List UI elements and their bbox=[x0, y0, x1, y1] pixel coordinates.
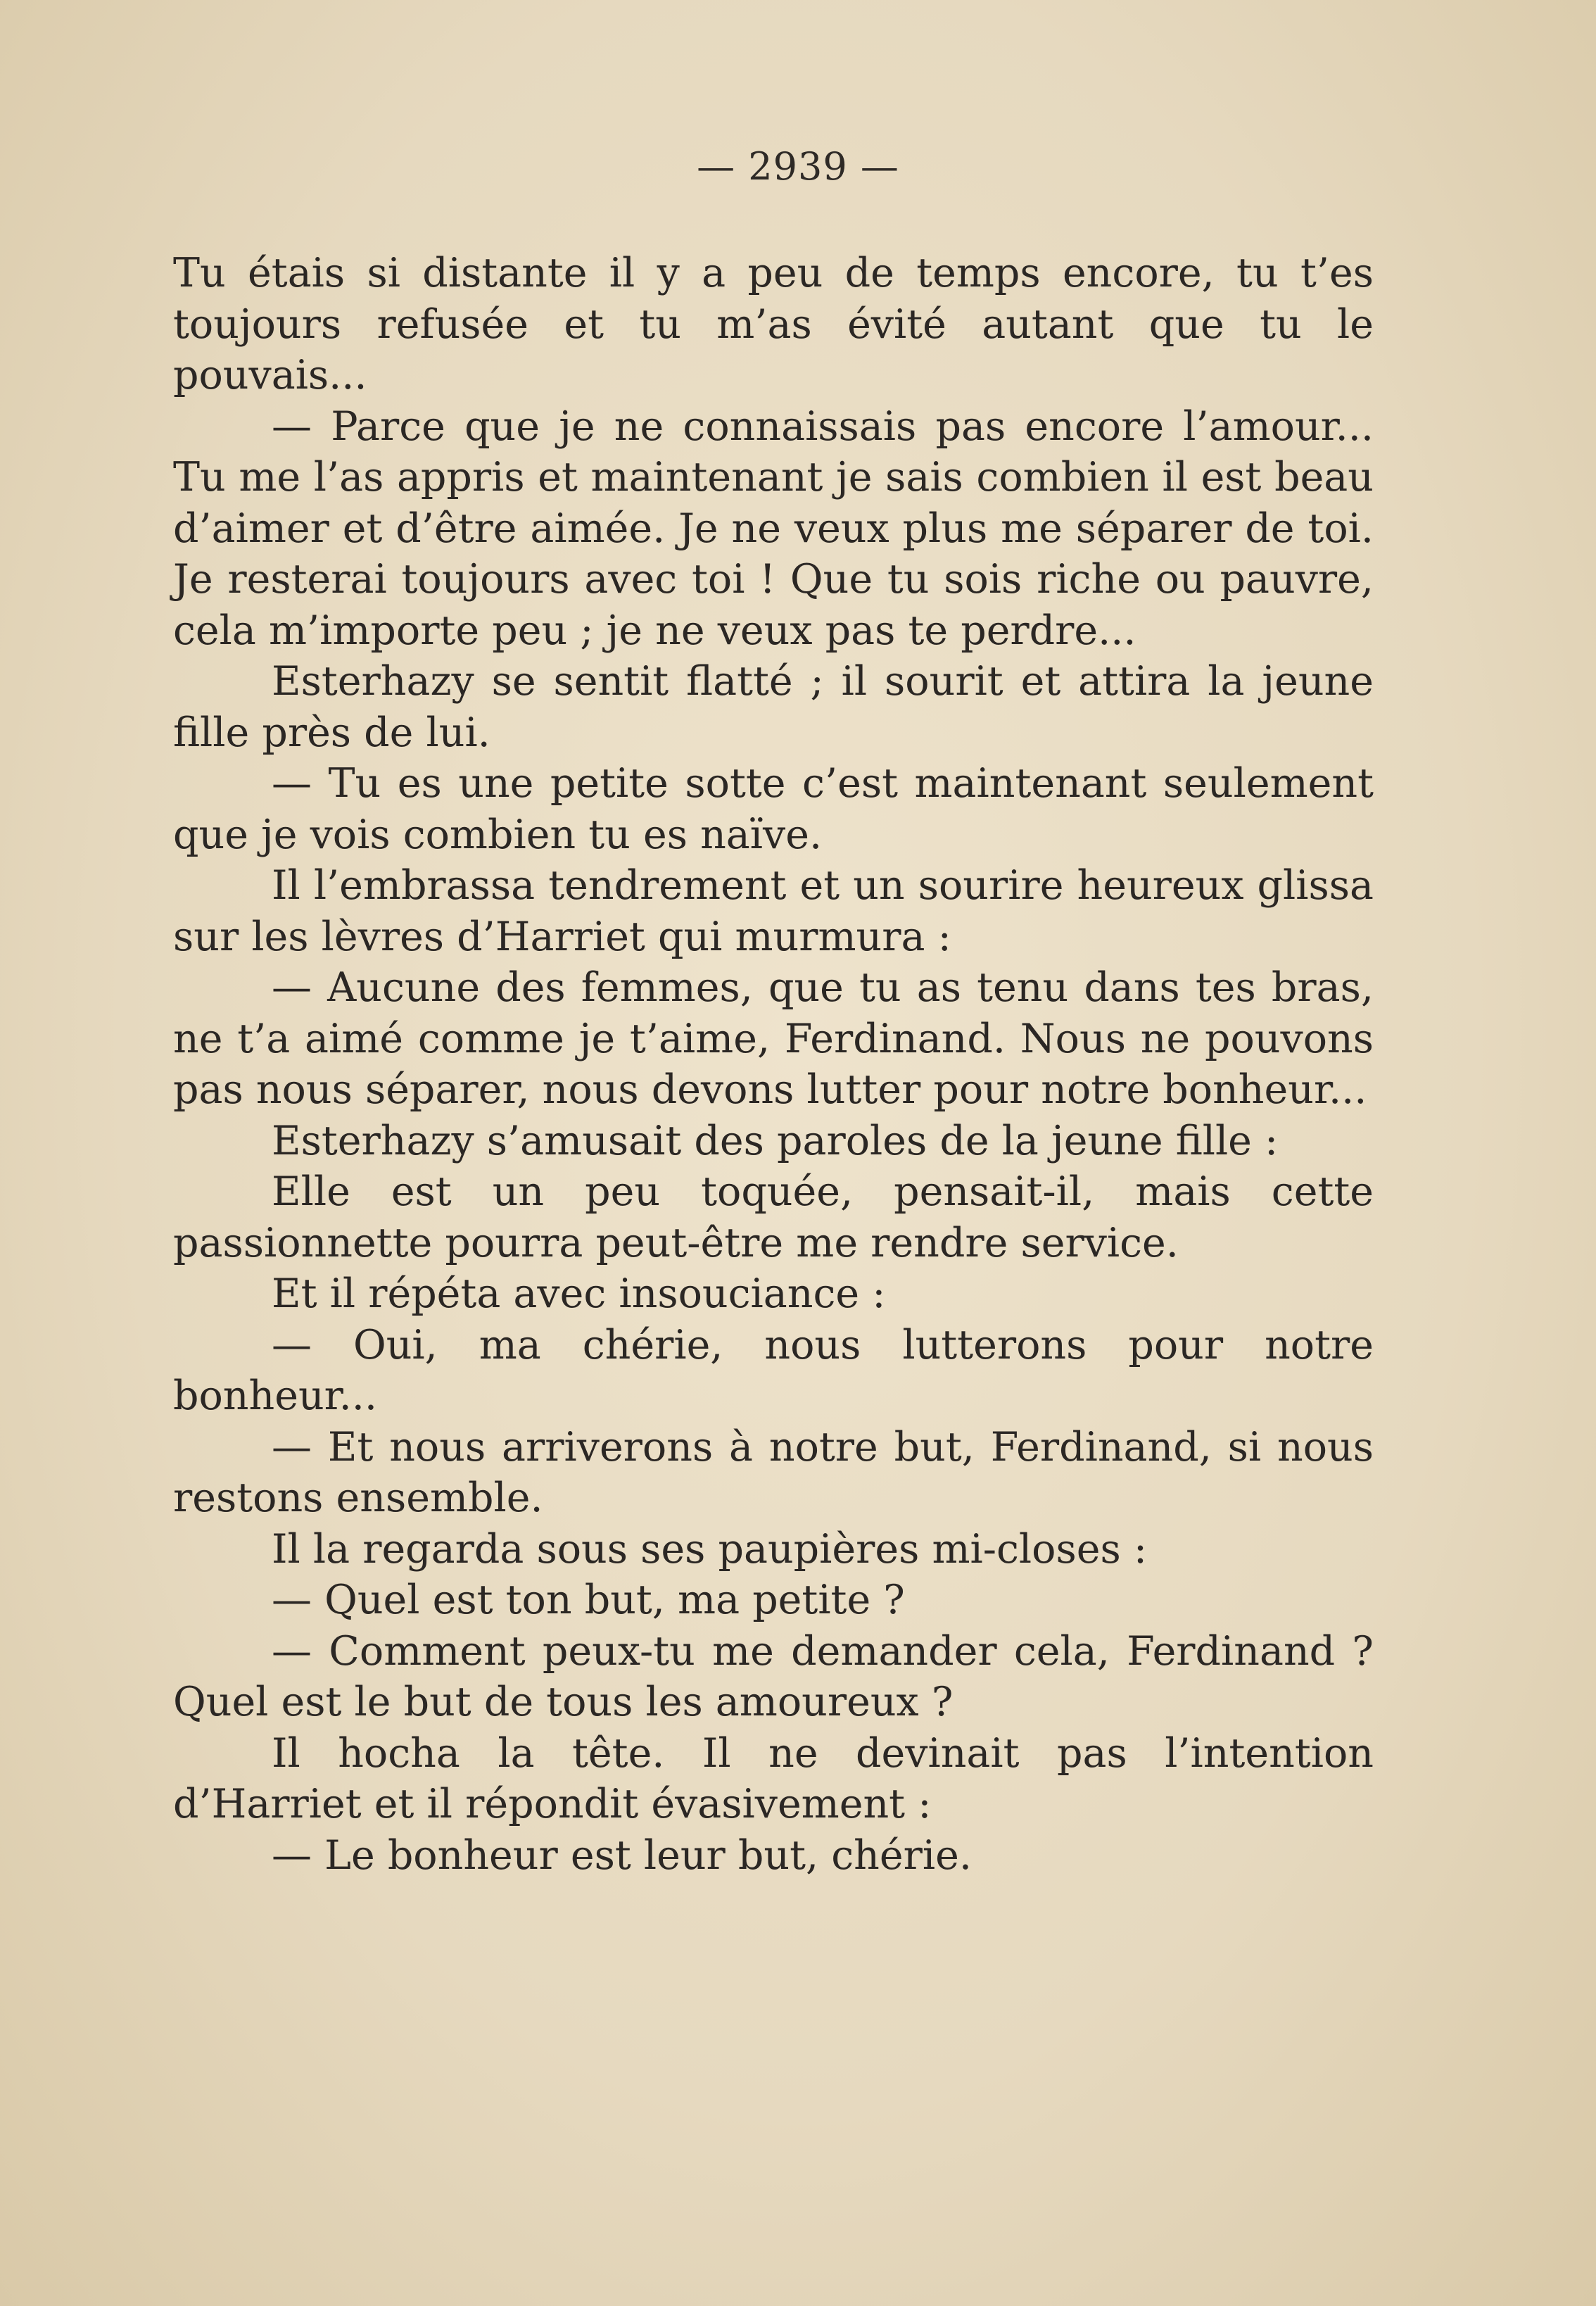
paragraph: Tu étais si distante il y a peu de temps encore, tu t’es toujours refusée et tu m’as évité autant que tu le pouvais... bbox=[173, 250, 1374, 398]
paragraph: Il l’embrassa tendrement et un sourire heureux glissa sur les lèvres d’Harriet qui murmura : bbox=[173, 862, 1374, 960]
page-number: — 2939 — bbox=[697, 144, 899, 189]
paragraph: Il la regarda sous ses paupières mi-closes : bbox=[272, 1525, 1148, 1573]
paragraph: Esterhazy se sentit flatté ; il sourit et attira la jeune fille près de lui. bbox=[173, 658, 1374, 756]
paragraph: — Oui, ma chérie, nous lutterons pour notre bonheur... bbox=[173, 1321, 1374, 1419]
paragraph: — Tu es une petite sotte c’est maintenant seulement que je vois combien tu es naïve. bbox=[173, 760, 1374, 858]
paragraph: — Quel est ton but, ma petite ? bbox=[272, 1577, 905, 1623]
body-text bbox=[173, 248, 1374, 1881]
paragraph: Esterhazy s’amusait des paroles de la jeune fille : bbox=[272, 1117, 1279, 1164]
paragraph: Et il répéta avec insouciance : bbox=[272, 1271, 886, 1317]
paragraph: — Comment peux-tu me demander cela, Ferdinand ? Quel est le but de tous les amoureux ? bbox=[173, 1627, 1374, 1725]
paragraph: — Parce que je ne connaissais pas encore l’amour... Tu me l’as appris et maintenant je sais combien il est beau d’aimer et d’être aimée. Je ne veux plus me séparer de toi. Je resterai toujours avec toi ! Que tu sois riche ou pauvre, cela m’importe peu ; je ne veux pas te perdre... bbox=[173, 403, 1374, 654]
paragraph: — Aucune des femmes, que tu as tenu dans tes bras, ne t’a aimé comme je t’aime, Ferdinand. Nous ne pouvons pas nous séparer, nous devons lutter pour notre bonheur... bbox=[173, 964, 1374, 1113]
paragraph: Il hocha la tête. Il ne devinait pas l’intention d’Harriet et il répondit évasivement : bbox=[173, 1730, 1374, 1827]
paragraph: — Le bonheur est leur but, chérie. bbox=[272, 1832, 972, 1879]
paragraph: — Et nous arriverons à notre but, Ferdinand, si nous restons ensemble. bbox=[173, 1423, 1374, 1521]
paragraph: Elle est un peu toquée, pensait-il, mais cette passionnette pourra peut-être me rendre service. bbox=[173, 1168, 1374, 1266]
